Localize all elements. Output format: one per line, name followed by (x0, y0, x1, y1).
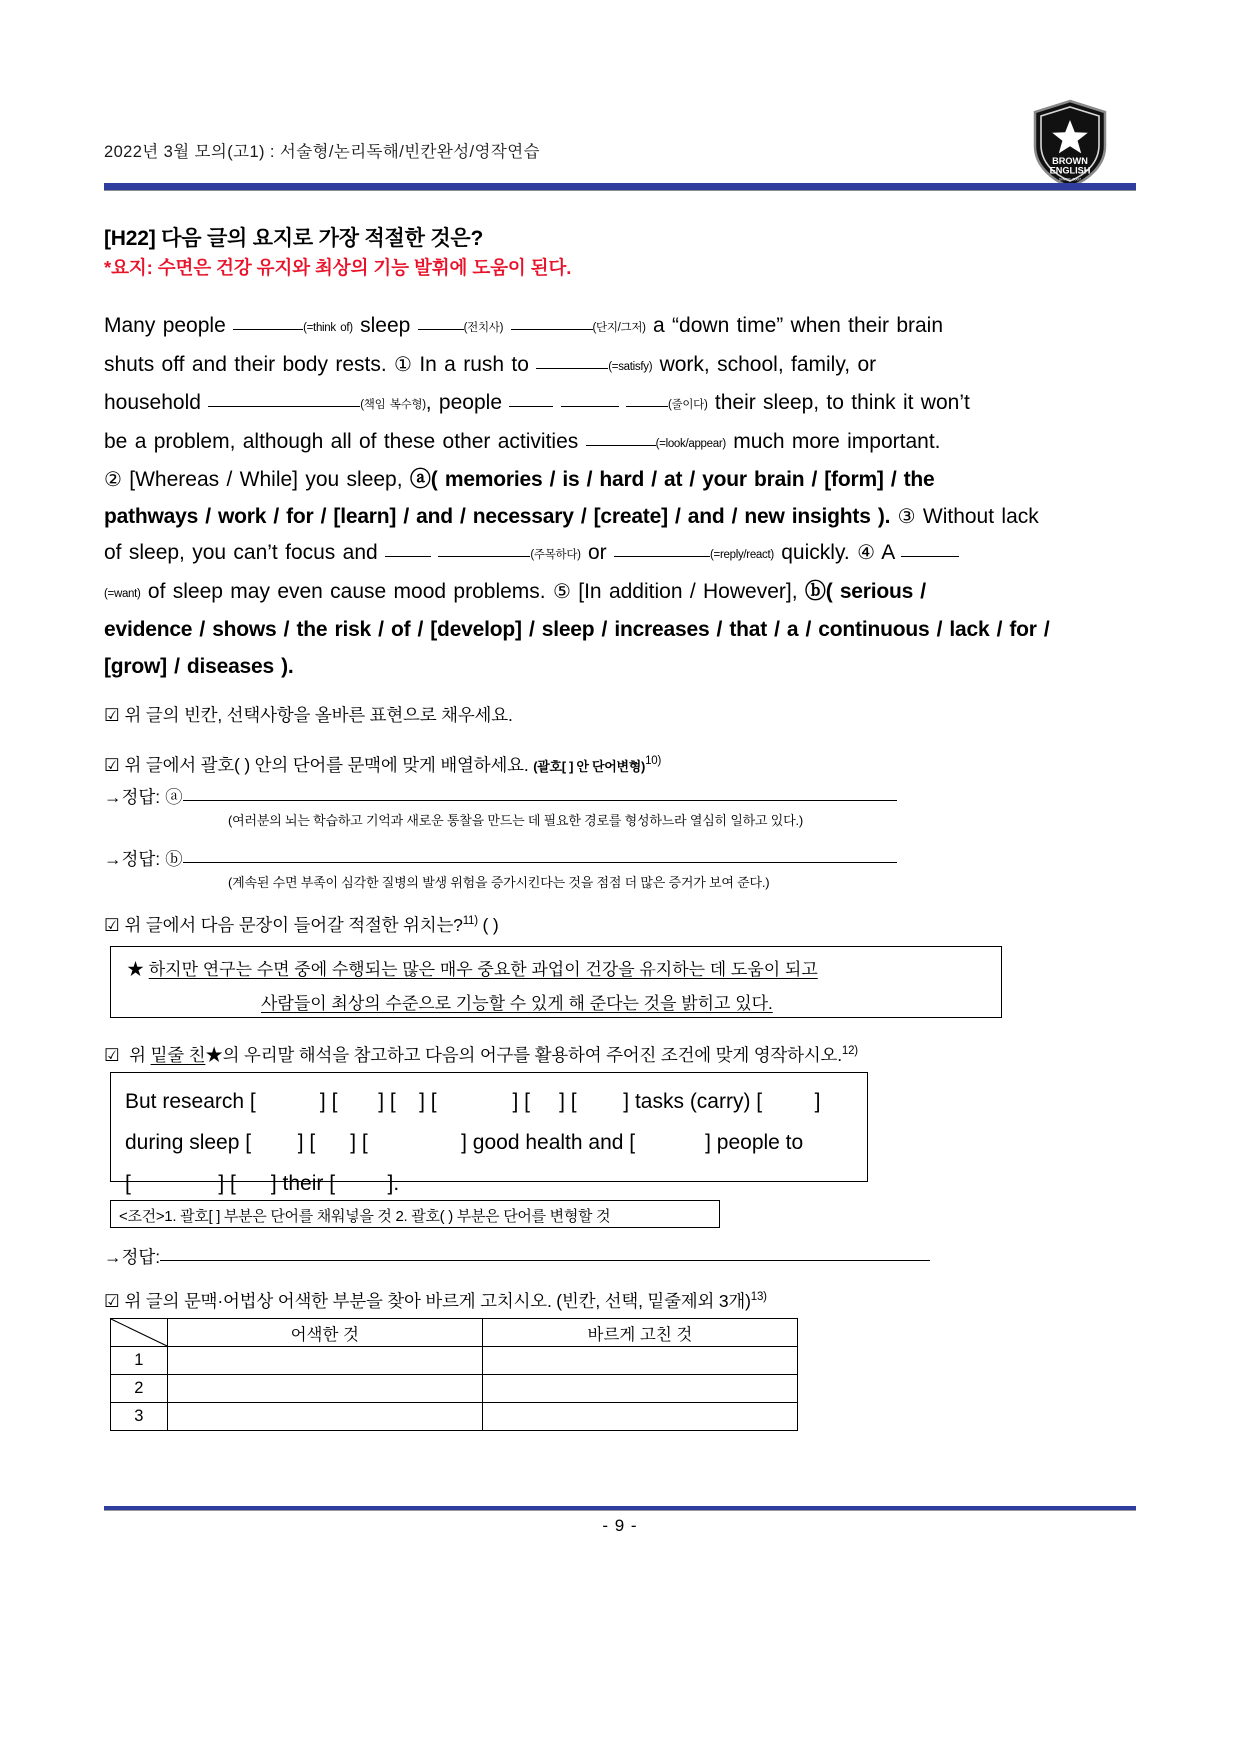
footer-divider-thin (104, 1510, 1136, 1511)
text: to (511, 352, 529, 376)
hint-reduce: (줄이다) (668, 399, 708, 411)
star-icon: ★ (127, 960, 144, 979)
hint-look-appear: (=look/appear) (655, 437, 726, 450)
task-2-footnote: 10) (645, 755, 662, 767)
task-2 (104, 752, 661, 777)
passage-line-9 (104, 612, 1050, 649)
marker-a: ⓐ (165, 787, 183, 807)
passage-line-5 (104, 462, 1008, 499)
page-title: [H22] 다음 글의 요지로 가장 적절한 것은? (104, 227, 484, 250)
passage-line-3 (104, 385, 1008, 424)
answer-row-a (104, 784, 897, 809)
task-5 (104, 1288, 767, 1313)
blank-group (511, 314, 646, 337)
task-3-answer-slot[interactable]: ( ) (482, 915, 499, 935)
marker-5: ⑤ (552, 580, 571, 603)
text: family, (791, 352, 851, 376)
blank-group (385, 541, 581, 564)
cell-awkward[interactable] (167, 1403, 482, 1431)
reading-passage (104, 308, 1050, 685)
blank-group (536, 353, 652, 376)
composition-answer-input[interactable] (160, 1244, 930, 1261)
task-4-underline: 밑줄 친 (150, 1045, 206, 1065)
answer-label: →정답: (104, 849, 161, 869)
checkbox-icon[interactable]: ☑ (104, 755, 120, 775)
task-4 (104, 1042, 858, 1067)
diagonal-line-icon (111, 1319, 167, 1346)
blank-group (233, 314, 353, 337)
task-4-footnote: 12) (841, 1045, 858, 1057)
text: people (162, 314, 226, 337)
text: or (857, 352, 877, 376)
text: Many (104, 314, 156, 337)
task-3-footnote: 11) (462, 915, 478, 927)
scramble-b-part3: [grow] / diseases ). (104, 654, 294, 678)
task-5-footnote: 13) (750, 1291, 767, 1303)
gloss-a: (여러분의 뇌는 학습하고 기억과 새로운 통찰을 만드는 데 필요한 경로를 형성하느라 열심히 일하고 있다.) (228, 813, 804, 828)
svg-text:BROWN: BROWN (1052, 156, 1088, 166)
column-header-corrected: 바르게 고친 것 (482, 1319, 797, 1347)
composition-box[interactable] (110, 1072, 868, 1195)
table-row (111, 1403, 798, 1431)
text: sleep (360, 314, 411, 337)
question-subtitle: *요지: 수면은 건강 유지와 최상의 기능 발휘에 도움이 된다. (104, 257, 572, 278)
scramble-b-part2: evidence / shows / the risk / of / [develop] / sleep / increases / that / a / continuous / lack / for / (104, 618, 1050, 641)
text: [In addition / However], (578, 579, 798, 603)
hint-preposition: (전치사) (463, 322, 504, 334)
passage-line-1 (104, 308, 1008, 347)
scramble-b-part1: serious / (839, 579, 926, 603)
passage-line-2 (104, 347, 1008, 386)
marker-b: ⓑ( (804, 579, 833, 603)
blank-group (509, 391, 707, 414)
composition-line-2: during sleep [ ] [ ] [ ] good health and [ ] people to (125, 1131, 804, 1154)
condition-box (110, 1200, 720, 1228)
text: rests. (335, 352, 387, 376)
table-header-row (111, 1319, 798, 1347)
row-number: 1 (111, 1347, 168, 1375)
cell-corrected[interactable] (482, 1403, 797, 1431)
condition-text: <조건>1. 괄호[ ] 부분은 단어를 채워넣을 것 2. 괄호( ) 부분은 단어를 변형할 것 (119, 1208, 611, 1225)
text: a (444, 352, 456, 376)
header-divider (104, 183, 1136, 190)
hint-satisfy: (=satisfy) (608, 360, 653, 373)
task-5-label: 위 글의 문맥·어법상 어색한 부분을 찾아 바르게 고치시오. (빈칸, 선택, 밑줄제외 3개) (124, 1291, 751, 1311)
task-4-post: ★의 우리말 해석을 참고하고 다음의 어구를 활용하여 주어진 조건에 맞게 영작하시오. (205, 1045, 842, 1065)
text: [Whereas / While] you sleep, (129, 468, 403, 491)
hint-responsibility-plural: (책임 복수형) (360, 399, 426, 411)
star-line-2-text: 사람들이 최상의 수준으로 기능할 수 있게 해 준다는 것을 밝히고 있다. (261, 994, 773, 1013)
table-row (111, 1347, 798, 1375)
svg-text:ENGLISH: ENGLISH (1049, 165, 1091, 176)
star-line-1 (127, 955, 818, 980)
passage-line-7 (104, 535, 1008, 574)
header-title: 2022년 3월 모의(고1) : 서술형/논리독해/빈칸완성/영작연습 (104, 143, 540, 161)
task-2-note: (괄호[ ] 안 단어변형) (533, 759, 646, 774)
cell-corrected[interactable] (482, 1347, 797, 1375)
row-number: 2 (111, 1375, 168, 1403)
answer-label: →정답: (104, 1247, 161, 1267)
marker-1: ① (394, 353, 412, 376)
table-corner-cell (111, 1319, 168, 1347)
text: off (161, 352, 185, 376)
task-3 (104, 912, 498, 937)
task-4-pre: 위 (129, 1045, 146, 1065)
text: or (588, 541, 607, 564)
passage-line-6 (104, 499, 1039, 536)
checkbox-icon[interactable]: ☑ (104, 1045, 120, 1065)
text: much more important. (733, 429, 941, 453)
marker-4: ④ (857, 542, 875, 564)
marker-3: ③ (897, 505, 916, 528)
text: school, (717, 352, 784, 376)
brown-english-logo (1030, 98, 1110, 190)
star-line-1-text: 하지만 연구는 수면 중에 수행되는 많은 매우 중요한 과업이 건강을 유지하는 데 도움이 되고 (148, 960, 818, 979)
task-3-label: 위 글에서 다음 문장이 들어갈 적절한 위치는? (124, 915, 463, 935)
composition-line-1: But research [ ] [ ] [ ] [ ] [ ] [ ] tasks (carry) [ ] (125, 1090, 821, 1113)
gloss-b: (계속된 수면 부족이 심각한 질병의 발생 위험을 증가시킨다는 것을 점점 더 많은 증거가 보여 준다.) (228, 875, 770, 890)
passage-line-8 (104, 574, 1008, 613)
page-number: - 9 - (602, 1516, 638, 1535)
text: of sleep, you can’t focus and (104, 541, 378, 564)
blank-group (208, 391, 502, 414)
blank-group (586, 430, 726, 453)
cell-awkward[interactable] (167, 1375, 482, 1403)
svg-text:SINCE 2007: SINCE 2007 (1058, 176, 1082, 182)
text: their sleep, to think it won’t (714, 391, 970, 414)
scramble-a-part1: memories / is / hard / at / your brain / [form] / the (444, 468, 935, 491)
hint-think-of: (=think of) (303, 322, 353, 334)
marker-2: ② (104, 469, 122, 491)
answer-row-b (104, 846, 897, 871)
correction-table (110, 1318, 798, 1431)
text: , people (425, 391, 502, 414)
text: In (419, 352, 437, 376)
text: their (234, 352, 276, 376)
text: body (282, 352, 328, 376)
table-row (111, 1375, 798, 1403)
text: rush (463, 352, 505, 376)
star-sentence-box (110, 946, 1002, 1018)
task-2-label: 위 글에서 괄호( ) 안의 단어를 문맥에 맞게 배열하세요. (124, 755, 529, 775)
header-divider-thin (104, 190, 1136, 191)
hint-merely: (단지/그저) (592, 322, 646, 334)
hint-want: (=want) (104, 587, 141, 600)
text: and (191, 352, 227, 376)
composition-answer-row (104, 1244, 930, 1269)
column-header-awkward: 어색한 것 (167, 1319, 482, 1347)
answer-label: →정답: (104, 787, 161, 807)
text: of sleep may even cause mood problems. (147, 579, 546, 603)
passage-line-10 (104, 649, 1008, 686)
answer-input-b[interactable] (183, 846, 897, 863)
hint-pay-attention: (주목하다) (530, 549, 581, 561)
row-number: 3 (111, 1403, 168, 1431)
text: be a problem, although all of these other activities (104, 429, 579, 453)
checkbox-icon[interactable]: ☑ (104, 705, 120, 725)
passage-line-4 (104, 424, 1008, 463)
text: A (881, 541, 895, 564)
text: household (104, 391, 201, 414)
blank-group (614, 541, 774, 564)
text: work, (659, 352, 710, 376)
scramble-a-part2: pathways / work / for / [learn] / and / necessary / [create] / and / new insights ). (104, 504, 891, 528)
task-1-label: 위 글의 빈칸, 선택사항을 올바른 표현으로 채우세요. (124, 705, 513, 725)
paren-a-open (410, 468, 438, 491)
blank-group (418, 314, 504, 337)
text: a “down time” when their brain (653, 314, 944, 337)
answer-input-a[interactable] (183, 784, 897, 801)
cell-awkward[interactable] (167, 1347, 482, 1375)
checkbox-icon[interactable]: ☑ (104, 915, 120, 935)
composition-line-3: [ ] [ ] their [ ]. (125, 1172, 400, 1195)
shield-icon (1030, 98, 1110, 190)
checkbox-icon[interactable]: ☑ (104, 1291, 120, 1311)
cell-corrected[interactable] (482, 1375, 797, 1403)
text: Without lack (922, 504, 1039, 528)
paren-b-open (805, 580, 833, 603)
marker-b: ⓑ (165, 849, 183, 869)
text: shuts (104, 352, 155, 376)
marker-a: ⓐ( (409, 468, 438, 491)
task-1 (104, 702, 513, 727)
hint-reply-react: (=reply/react) (710, 549, 774, 561)
header (104, 138, 1134, 168)
text: quickly. (781, 541, 850, 564)
